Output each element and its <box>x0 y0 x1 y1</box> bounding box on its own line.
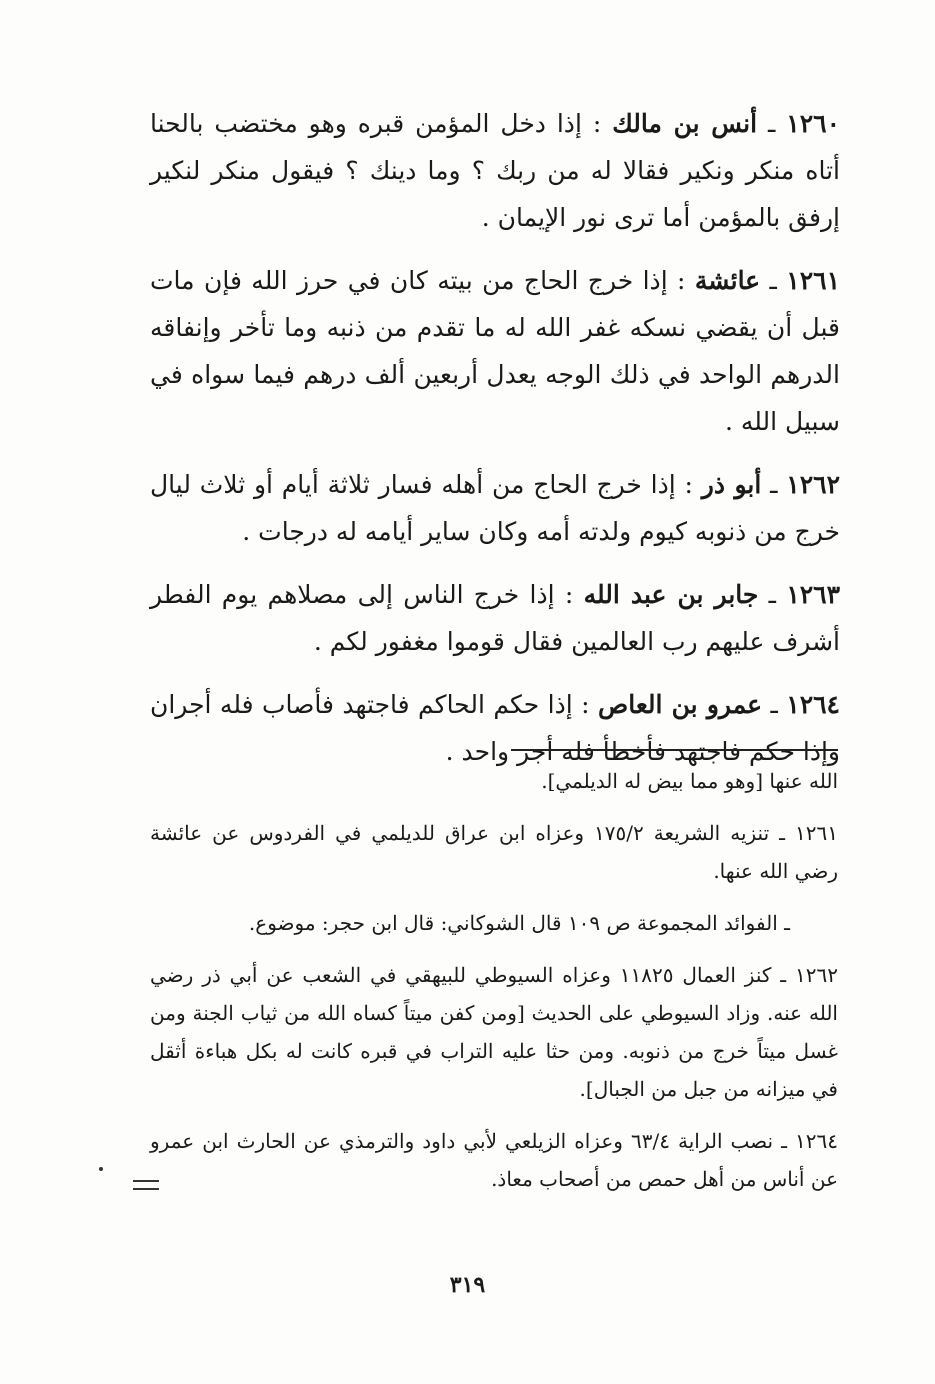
colon-separator: : <box>572 690 598 719</box>
footnote-divider <box>511 749 838 751</box>
footnote-sub: ـ الفوائد المجموعة ص ١٠٩ قال الشوكاني: قال ابن حجر: موضوع. <box>248 911 790 935</box>
hadith-entry <box>150 681 840 775</box>
footnote: ١٢٦١ ـ تنزيه الشريعة ١٧٥/٢ وعزاه ابن عراق للديلمي في الفردوس عن عائشة رضي الله عنها. <box>150 821 838 883</box>
hadith-entry <box>150 571 840 665</box>
hadith-number: ١٢٦١ <box>786 266 840 295</box>
colon-separator: : <box>581 109 613 138</box>
footnotes <box>150 762 838 1212</box>
hadith-entry <box>150 461 840 555</box>
hadith-text: إذا حكم الحاكم فاجتهد فأصاب فله أجران وإذا حكم فاجتهد فأخطأ فله أجر واحد . <box>150 690 840 766</box>
hadith-number: ١٢٦٢ <box>786 470 840 499</box>
footnote: الله عنها [وهو مما بيض له الديلمي]. <box>541 769 838 793</box>
margin-mark <box>133 1180 159 1190</box>
hadith-number: ١٢٦٠ <box>786 109 840 138</box>
margin-dot <box>99 1167 103 1171</box>
dash-separator: ـ <box>758 580 787 609</box>
hadith-narrator: عمرو بن العاص <box>597 690 763 719</box>
hadith-text: إذا خرج الحاج من بيته كان في حرز الله فإن مات قبل أن يقضي نسكه غفر الله له ما تقدم من ذنبه وما تأخر وإنفاقه الدرهم الواحد في ذلك الوجه يعدل أربعين ألف درهم فيما سواه في سبيل الله . <box>150 266 840 436</box>
hadith-narrator: أنس بن مالك <box>612 109 758 138</box>
hadith-text: إذا خرج الحاج من أهله فسار ثلاثة أيام أو ثلاث ليال خرج من ذنوبه كيوم ولدته أمه وكان ساير أيامه له درجات . <box>150 470 840 546</box>
dash-separator: ـ <box>761 470 787 499</box>
page-number: ٣١٩ <box>449 1272 486 1298</box>
dash-separator: ـ <box>760 266 787 295</box>
footnote: ١٢٦٢ ـ كنز العمال ١١٨٢٥ وعزاه السيوطي للبيهقي في الشعب عن أبي ذر رضي الله عنه. وزاد السيوطي على الحديث [ومن كفن ميتاً كساه الله من ثياب الجنة ومن غسل ميتاً خرج من ذنوبه. ومن حثا عليه التراب في قبره كانت له بكل هباءة أثقل في ميزانه من جبل من الجبال]. <box>150 963 839 1101</box>
hadith-number: ١٢٦٣ <box>786 580 841 609</box>
colon-separator: : <box>667 266 695 295</box>
hadith-text: إذا خرج الناس إلى مصلاهم يوم الفطر أشرف عليهم رب العالمين فقال قوموا مغفور لكم . <box>150 580 840 656</box>
hadith-narrator: عائشة <box>694 266 761 295</box>
hadith-entry <box>150 257 840 445</box>
hadith-number: ١٢٦٤ <box>786 690 840 719</box>
dash-separator: ـ <box>757 109 787 138</box>
hadith-narrator: جابر بن عبد الله <box>583 580 759 609</box>
footnote: ١٢٦٤ ـ نصب الراية ٦٣/٤ وعزاه الزيلعي لأبي داود والترمذي عن الحارث ابن عمرو عن أناس من أهل حمص من أصحاب معاذ. <box>150 1129 839 1191</box>
hadith-narrator: أبو ذر <box>701 470 762 499</box>
hadith-list <box>150 100 840 791</box>
hadith-text: إذا دخل المؤمن قبره وهو مختضب بالحنا أتاه منكر ونكير فقالا له من ربك ؟ وما دينك ؟ فيقول منكر لنكير إرفق بالمؤمن أما ترى نور الإيمان . <box>150 109 840 232</box>
colon-separator: : <box>675 470 702 499</box>
colon-separator: : <box>554 580 584 609</box>
dash-separator: ـ <box>762 690 787 719</box>
hadith-entry <box>150 100 840 241</box>
